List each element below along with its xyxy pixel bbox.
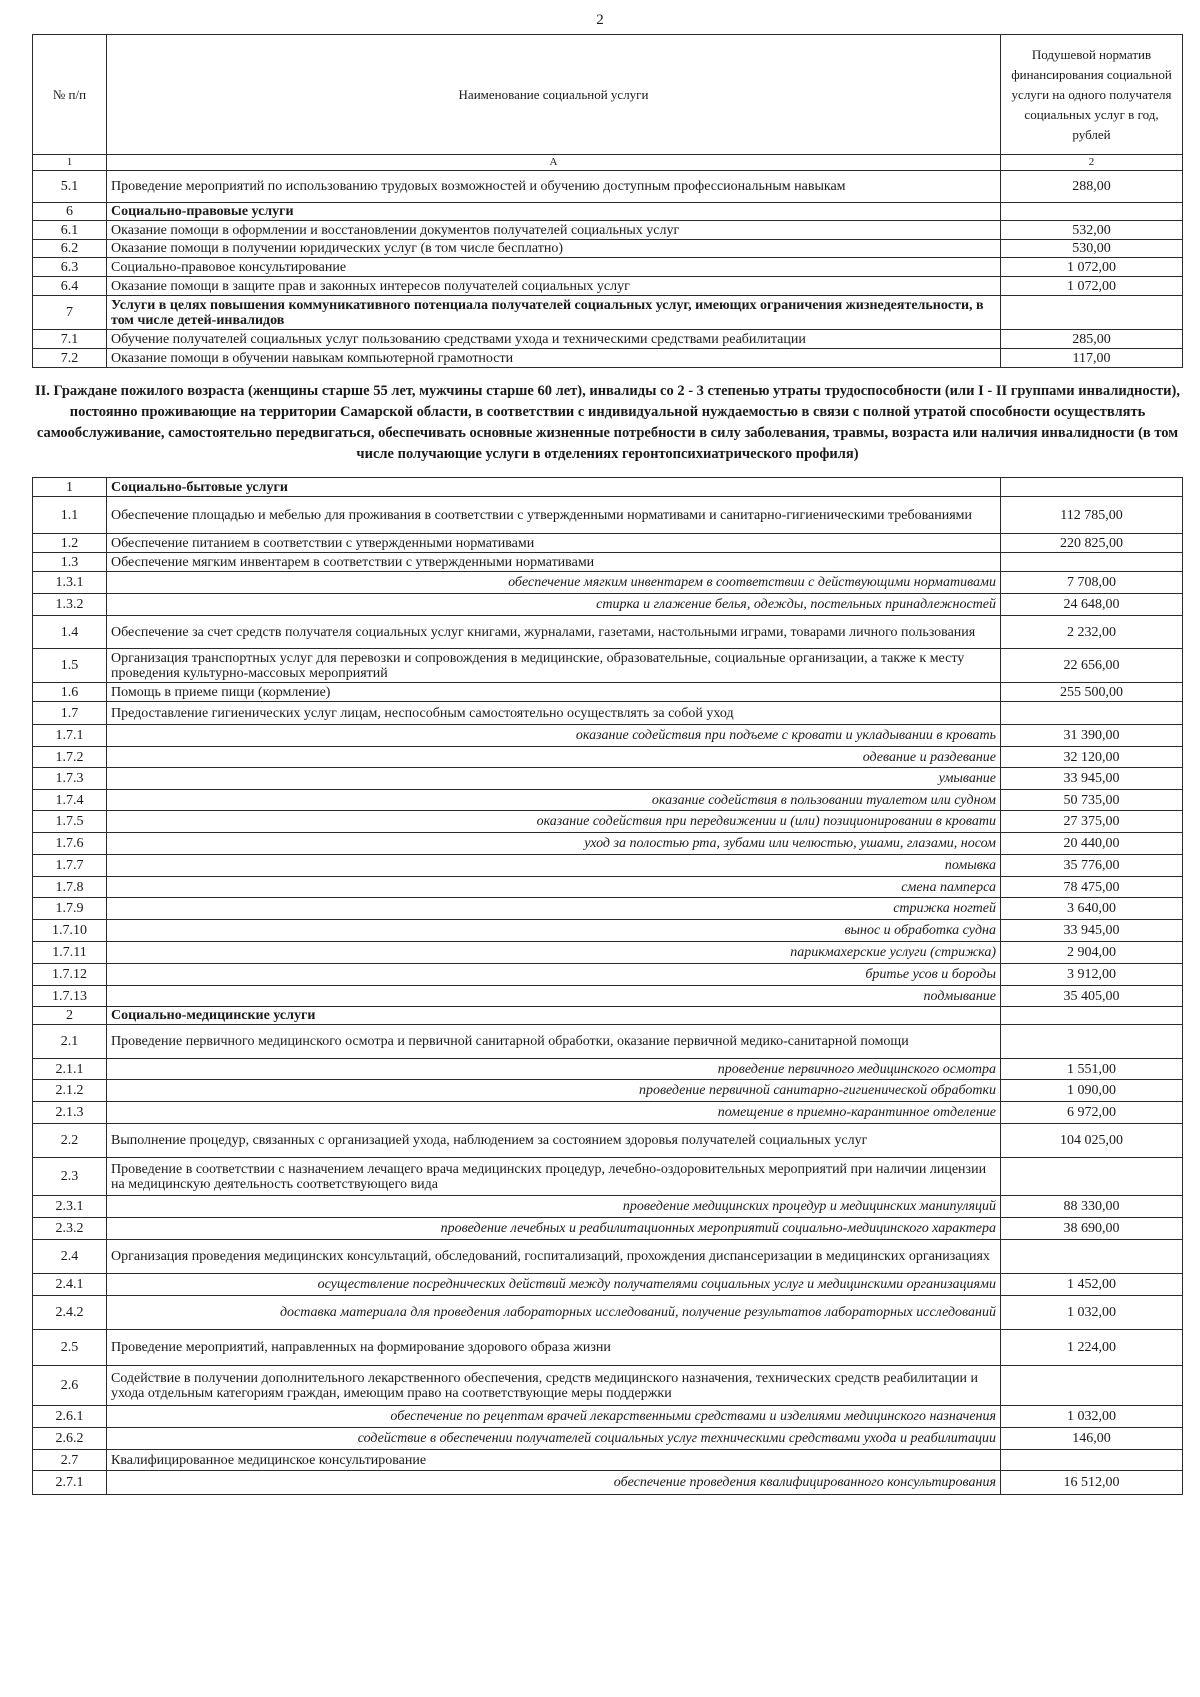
table-row xyxy=(33,1196,1183,1218)
services-table xyxy=(32,34,1183,1495)
section-title: II. Граждане пожилого возраста (женщины старше 55 лет, мужчины старше 60 лет), инвалиды со 2 - 3 степенью утраты трудоспособности (или I - II группами инвалидности), постоянно проживающие на территории Самарской области, в соответствии с индивидуальной нуждаемостью в связи с полной утратой способности осуществлять самообслуживание, самостоятельно передвигаться, обеспечивать основные жизненные потребности в силу заболевания, травмы, возраста или наличия инвалидности (в том числе получающие услуги в отделениях геронтопсихиатрического профиля) xyxy=(33,368,1183,478)
table-row xyxy=(33,1007,1183,1025)
row-number: 2.4.1 xyxy=(33,1274,107,1296)
table-row xyxy=(33,1471,1183,1495)
row-number: 2.6.1 xyxy=(33,1406,107,1428)
norm-value xyxy=(1001,553,1183,572)
norm-value xyxy=(1001,1158,1183,1196)
row-number: 1.7.4 xyxy=(33,790,107,811)
row-number: 2.1 xyxy=(33,1025,107,1059)
service-name: Социально-медицинские услуги xyxy=(107,1007,1001,1025)
table-row xyxy=(33,1025,1183,1059)
services-table-body xyxy=(33,35,1183,1495)
service-name: доставка материала для проведения лабораторных исследований, получение результатов лабораторных исследований xyxy=(107,1296,1001,1330)
index-number: 1 xyxy=(33,155,107,171)
service-name: Проведение мероприятий, направленных на формирование здорового образа жизни xyxy=(107,1330,1001,1366)
row-number: 7 xyxy=(33,296,107,330)
norm-value: 146,00 xyxy=(1001,1428,1183,1450)
service-name: Социально-бытовые услуги xyxy=(107,478,1001,497)
service-name: Организация транспортных услуг для перевозки и сопровождения в медицинские, образовательные, социальные организации, а также к месту проведения культурно-массовых мероприятий xyxy=(107,649,1001,683)
table-row xyxy=(33,478,1183,497)
norm-value: 22 656,00 xyxy=(1001,649,1183,683)
table-row xyxy=(33,1080,1183,1102)
norm-value: 532,00 xyxy=(1001,221,1183,240)
norm-value: 117,00 xyxy=(1001,349,1183,368)
row-number: 2.3 xyxy=(33,1158,107,1196)
norm-value: 220 825,00 xyxy=(1001,534,1183,553)
norm-value: 27 375,00 xyxy=(1001,811,1183,833)
service-name: проведение первичной санитарно-гигиенической обработки xyxy=(107,1080,1001,1102)
row-number: 5.1 xyxy=(33,171,107,203)
norm-value: 6 972,00 xyxy=(1001,1102,1183,1124)
table-row xyxy=(33,221,1183,240)
service-name: одевание и раздевание xyxy=(107,747,1001,768)
norm-value: 255 500,00 xyxy=(1001,683,1183,702)
table-row xyxy=(33,1406,1183,1428)
row-number: 2.6.2 xyxy=(33,1428,107,1450)
table-row xyxy=(33,594,1183,616)
service-name: проведение медицинских процедур и медицинских манипуляций xyxy=(107,1196,1001,1218)
norm-value: 24 648,00 xyxy=(1001,594,1183,616)
service-name: помывка xyxy=(107,855,1001,877)
table-row xyxy=(33,683,1183,702)
norm-value: 32 120,00 xyxy=(1001,747,1183,768)
row-number: 1.7.12 xyxy=(33,964,107,986)
norm-value: 78 475,00 xyxy=(1001,877,1183,898)
row-number: 1.2 xyxy=(33,534,107,553)
service-name: оказание содействия при передвижении и (или) позиционировании в кровати xyxy=(107,811,1001,833)
service-name: Обеспечение питанием в соответствии с утвержденными нормативами xyxy=(107,534,1001,553)
norm-value: 112 785,00 xyxy=(1001,497,1183,534)
table-row xyxy=(33,747,1183,768)
service-name: оказание содействия в пользовании туалетом или судном xyxy=(107,790,1001,811)
service-name: Социально-правовое консультирование xyxy=(107,258,1001,277)
norm-value xyxy=(1001,1025,1183,1059)
service-name: Оказание помощи в защите прав и законных интересов получателей социальных услуг xyxy=(107,277,1001,296)
service-name: Обучение получателей социальных услуг пользованию средствами ухода и техническими средствами реабилитации xyxy=(107,330,1001,349)
norm-value: 33 945,00 xyxy=(1001,768,1183,790)
row-number: 1.7.1 xyxy=(33,725,107,747)
service-name: оказание содействия при подъеме с кровати и укладывании в кровать xyxy=(107,725,1001,747)
table-row xyxy=(33,1330,1183,1366)
service-name: бритье усов и бороды xyxy=(107,964,1001,986)
row-number: 1.3 xyxy=(33,553,107,572)
service-name: Проведение в соответствии с назначением лечащего врача медицинских процедур, лечебно-оздоровительных мероприятий при наличии лицензии на медицинскую деятельность соответствующего вида xyxy=(107,1158,1001,1196)
service-name: Выполнение процедур, связанных с организацией ухода, наблюдением за состоянием здоровья получателей социальных услуг xyxy=(107,1124,1001,1158)
table-row xyxy=(33,349,1183,368)
row-number: 2.6 xyxy=(33,1366,107,1406)
norm-value: 1 032,00 xyxy=(1001,1296,1183,1330)
table-row xyxy=(33,553,1183,572)
row-number: 2.4.2 xyxy=(33,1296,107,1330)
norm-value xyxy=(1001,1007,1183,1025)
service-name: стрижка ногтей xyxy=(107,898,1001,920)
row-number: 1.3.2 xyxy=(33,594,107,616)
service-name: осуществление посреднических действий между получателями социальных услуг и медицинскими организациями xyxy=(107,1274,1001,1296)
service-name: смена памперса xyxy=(107,877,1001,898)
row-number: 2.3.2 xyxy=(33,1218,107,1240)
table-row xyxy=(33,702,1183,725)
norm-value: 3 640,00 xyxy=(1001,898,1183,920)
table-row xyxy=(33,258,1183,277)
row-number: 6 xyxy=(33,203,107,221)
norm-value: 1 551,00 xyxy=(1001,1059,1183,1080)
service-name: парикмахерские услуги (стрижка) xyxy=(107,942,1001,964)
row-number: 1 xyxy=(33,478,107,497)
service-name: Проведение мероприятий по использованию трудовых возможностей и обучению доступным профессиональным навыкам xyxy=(107,171,1001,203)
service-name: проведение лечебных и реабилитационных мероприятий социально-медицинского характера xyxy=(107,1218,1001,1240)
table-row xyxy=(33,296,1183,330)
table-row xyxy=(33,534,1183,553)
table-row xyxy=(33,1366,1183,1406)
service-name: Квалифицированное медицинское консультирование xyxy=(107,1450,1001,1471)
norm-value: 2 232,00 xyxy=(1001,616,1183,649)
table-row xyxy=(33,877,1183,898)
table-row xyxy=(33,768,1183,790)
service-name: проведение первичного медицинского осмотра xyxy=(107,1059,1001,1080)
table-row xyxy=(33,1124,1183,1158)
row-number: 1.7.13 xyxy=(33,986,107,1007)
norm-value: 20 440,00 xyxy=(1001,833,1183,855)
service-name: Обеспечение мягким инвентарем в соответствии с утвержденными нормативами xyxy=(107,553,1001,572)
row-number: 1.7.5 xyxy=(33,811,107,833)
norm-value xyxy=(1001,1450,1183,1471)
row-number: 2.7 xyxy=(33,1450,107,1471)
index-value: 2 xyxy=(1001,155,1183,171)
table-row xyxy=(33,203,1183,221)
row-number: 1.7.8 xyxy=(33,877,107,898)
row-number: 6.4 xyxy=(33,277,107,296)
table-row xyxy=(33,898,1183,920)
service-name: Оказание помощи в получении юридических услуг (в том числе бесплатно) xyxy=(107,240,1001,258)
norm-value: 7 708,00 xyxy=(1001,572,1183,594)
table-row xyxy=(33,1274,1183,1296)
norm-value: 88 330,00 xyxy=(1001,1196,1183,1218)
table-row xyxy=(33,920,1183,942)
row-number: 2.1.1 xyxy=(33,1059,107,1080)
norm-value: 35 776,00 xyxy=(1001,855,1183,877)
table-row xyxy=(33,330,1183,349)
row-number: 1.7.7 xyxy=(33,855,107,877)
table-row xyxy=(33,649,1183,683)
service-name: Оказание помощи в обучении навыкам компьютерной грамотности xyxy=(107,349,1001,368)
row-number: 1.7.10 xyxy=(33,920,107,942)
row-number: 2.5 xyxy=(33,1330,107,1366)
row-number: 2 xyxy=(33,1007,107,1025)
norm-value: 1 224,00 xyxy=(1001,1330,1183,1366)
norm-value: 38 690,00 xyxy=(1001,1218,1183,1240)
row-number: 1.7.9 xyxy=(33,898,107,920)
norm-value xyxy=(1001,478,1183,497)
service-name: Обеспечение за счет средств получателя социальных услуг книгами, журналами, газетами, настольными играми, товарами личного пользования xyxy=(107,616,1001,649)
table-row xyxy=(33,1218,1183,1240)
service-name: Услуги в целях повышения коммуникативного потенциала получателей социальных услуг, имеющих ограничения жизнедеятельности, в том числе детей-инвалидов xyxy=(107,296,1001,330)
table-row xyxy=(33,616,1183,649)
row-number: 1.7.6 xyxy=(33,833,107,855)
row-number: 1.3.1 xyxy=(33,572,107,594)
norm-value: 16 512,00 xyxy=(1001,1471,1183,1495)
norm-value: 1 072,00 xyxy=(1001,277,1183,296)
norm-value xyxy=(1001,296,1183,330)
norm-value xyxy=(1001,1240,1183,1274)
table-row xyxy=(33,725,1183,747)
service-name: обеспечение мягким инвентарем в соответствии с действующими нормативами xyxy=(107,572,1001,594)
row-number: 2.1.3 xyxy=(33,1102,107,1124)
section-heading-row xyxy=(33,368,1183,478)
row-number: 2.2 xyxy=(33,1124,107,1158)
norm-value: 35 405,00 xyxy=(1001,986,1183,1007)
table-row xyxy=(33,1296,1183,1330)
table-row xyxy=(33,1158,1183,1196)
table-row xyxy=(33,497,1183,534)
table-row xyxy=(33,942,1183,964)
service-name: Социально-правовые услуги xyxy=(107,203,1001,221)
norm-value xyxy=(1001,702,1183,725)
service-name: Обеспечение площадью и мебелью для проживания в соответствии с утвержденными нормативами и санитарно-гигиеническими требованиями xyxy=(107,497,1001,534)
row-number: 1.6 xyxy=(33,683,107,702)
norm-value: 1 072,00 xyxy=(1001,258,1183,277)
table-row xyxy=(33,1428,1183,1450)
norm-value: 33 945,00 xyxy=(1001,920,1183,942)
header-number: № п/п xyxy=(33,35,107,155)
service-name: обеспечение по рецептам врачей лекарственными средствами и изделиями медицинского назначения xyxy=(107,1406,1001,1428)
index-name: А xyxy=(107,155,1001,171)
table-header-row xyxy=(33,35,1183,155)
norm-value xyxy=(1001,1366,1183,1406)
row-number: 1.1 xyxy=(33,497,107,534)
service-name: помещение в приемно-карантинное отделение xyxy=(107,1102,1001,1124)
table-row xyxy=(33,277,1183,296)
service-name: Проведение первичного медицинского осмотра и первичной санитарной обработки, оказание первичной медико-санитарной помощи xyxy=(107,1025,1001,1059)
table-row xyxy=(33,1240,1183,1274)
service-name: Организация проведения медицинских консультаций, обследований, госпитализаций, прохождения диспансеризации в медицинских организациях xyxy=(107,1240,1001,1274)
service-name: вынос и обработка судна xyxy=(107,920,1001,942)
table-row xyxy=(33,790,1183,811)
row-number: 6.1 xyxy=(33,221,107,240)
table-row xyxy=(33,986,1183,1007)
row-number: 2.7.1 xyxy=(33,1471,107,1495)
row-number: 1.7.3 xyxy=(33,768,107,790)
norm-value: 1 032,00 xyxy=(1001,1406,1183,1428)
row-number: 2.1.2 xyxy=(33,1080,107,1102)
row-number: 7.2 xyxy=(33,349,107,368)
table-row xyxy=(33,1102,1183,1124)
service-name: подмывание xyxy=(107,986,1001,1007)
row-number: 1.7.2 xyxy=(33,747,107,768)
table-row xyxy=(33,811,1183,833)
service-name: Содействие в получении дополнительного лекарственного обеспечения, средств медицинского назначения, технических средств реабилитации и ухода отдельным категориям граждан, имеющим право на соответствующие меры поддержки xyxy=(107,1366,1001,1406)
service-name: Предоставление гигиенических услуг лицам, неспособным самостоятельно осуществлять за собой уход xyxy=(107,702,1001,725)
row-number: 6.3 xyxy=(33,258,107,277)
norm-value: 285,00 xyxy=(1001,330,1183,349)
service-name: Помощь в приеме пищи (кормление) xyxy=(107,683,1001,702)
service-name: умывание xyxy=(107,768,1001,790)
header-service-name: Наименование социальной услуги xyxy=(107,35,1001,155)
norm-value xyxy=(1001,203,1183,221)
row-number: 1.5 xyxy=(33,649,107,683)
table-row xyxy=(33,240,1183,258)
table-row xyxy=(33,171,1183,203)
norm-value: 31 390,00 xyxy=(1001,725,1183,747)
row-number: 1.7.11 xyxy=(33,942,107,964)
table-row xyxy=(33,1059,1183,1080)
table-row xyxy=(33,1450,1183,1471)
header-norm-value: Подушевой норматив финансирования социальной услуги на одного получателя социальных услуг в год, рублей xyxy=(1001,35,1183,155)
service-name: содействие в обеспечении получателей социальных услуг техническими средствами ухода и реабилитации xyxy=(107,1428,1001,1450)
row-number: 2.4 xyxy=(33,1240,107,1274)
norm-value: 104 025,00 xyxy=(1001,1124,1183,1158)
row-number: 7.1 xyxy=(33,330,107,349)
norm-value: 530,00 xyxy=(1001,240,1183,258)
table-row xyxy=(33,833,1183,855)
table-row xyxy=(33,964,1183,986)
norm-value: 288,00 xyxy=(1001,171,1183,203)
table-row xyxy=(33,855,1183,877)
row-number: 1.4 xyxy=(33,616,107,649)
page-number: 2 xyxy=(596,12,604,28)
norm-value: 50 735,00 xyxy=(1001,790,1183,811)
column-index-row xyxy=(33,155,1183,171)
norm-value: 2 904,00 xyxy=(1001,942,1183,964)
norm-value: 1 452,00 xyxy=(1001,1274,1183,1296)
table-row xyxy=(33,572,1183,594)
norm-value: 1 090,00 xyxy=(1001,1080,1183,1102)
row-number: 2.3.1 xyxy=(33,1196,107,1218)
service-name: обеспечение проведения квалифицированного консультирования xyxy=(107,1471,1001,1495)
service-name: Оказание помощи в оформлении и восстановлении документов получателей социальных услуг xyxy=(107,221,1001,240)
service-name: уход за полостью рта, зубами или челюстью, ушами, глазами, носом xyxy=(107,833,1001,855)
row-number: 6.2 xyxy=(33,240,107,258)
row-number: 1.7 xyxy=(33,702,107,725)
norm-value: 3 912,00 xyxy=(1001,964,1183,986)
service-name: стирка и глажение белья, одежды, постельных принадлежностей xyxy=(107,594,1001,616)
